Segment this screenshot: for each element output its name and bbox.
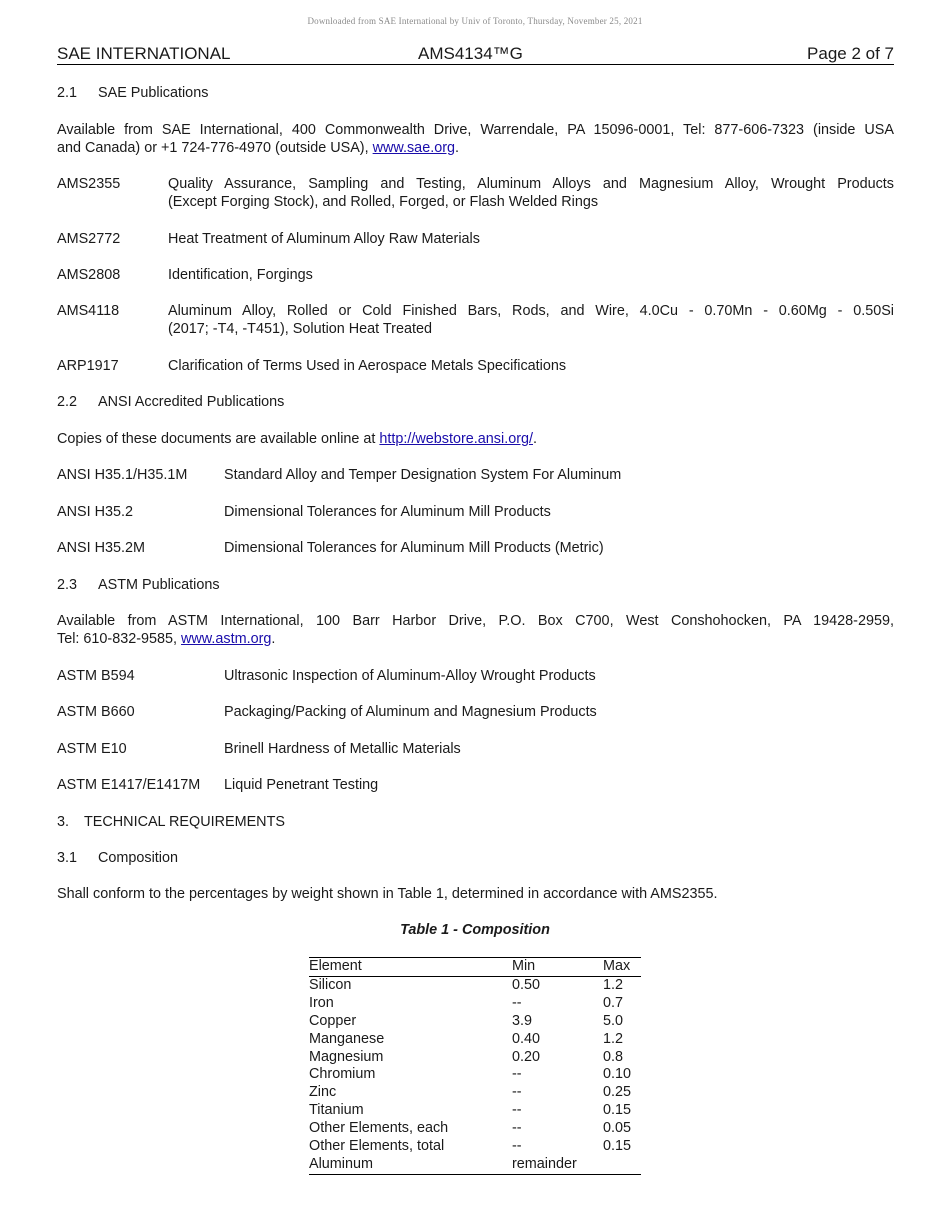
ref-title-line1: Quality Assurance, Sampling and Testing, Aluminum Alloys and Magnesium Alloy, Wrought Products [168, 176, 894, 192]
header-organization: SAE INTERNATIONAL [57, 44, 231, 63]
ansi-availability [57, 430, 537, 448]
max-cell: 0.05 [603, 1120, 632, 1137]
astm-availability-end: . [271, 631, 276, 647]
section-3-title: TECHNICAL REQUIREMENTS [84, 814, 285, 830]
section-3-1-title: Composition [98, 850, 178, 866]
table-row [309, 995, 641, 1013]
max-cell: 0.15 [603, 1102, 632, 1119]
ref-title-line1: Aluminum Alloy, Rolled or Cold Finished Bars, Rods, and Wire, 4.0Cu - 0.70Mn - 0.60Mg - 0.50Si [168, 303, 894, 319]
section-2-1-title: SAE Publications [98, 85, 209, 101]
ansi-availability-end: . [533, 431, 537, 447]
section-2-1-number: 2.1 [57, 85, 78, 101]
element-cell: Magnesium [309, 1048, 384, 1065]
ref-code: ANSI H35.2 [57, 504, 133, 520]
ansi-webstore-link[interactable]: http://webstore.ansi.org/ [379, 431, 533, 447]
min-cell: remainder [512, 1156, 603, 1174]
sae-availability-line2 [57, 139, 894, 157]
ref-title: Ultrasonic Inspection of Aluminum-Alloy Wrought Products [224, 668, 596, 684]
ref-title: Identification, Forgings [168, 267, 313, 283]
element-cell: Zinc [309, 1084, 337, 1101]
min-cell: -- [512, 1066, 522, 1083]
table-1-title: Table 1 - Composition [400, 922, 550, 938]
ref-title: Dimensional Tolerances for Aluminum Mill Products [224, 504, 551, 520]
table-row [309, 1120, 641, 1138]
header-rule [57, 64, 894, 65]
element-cell: Aluminum [309, 1156, 512, 1174]
table-row [309, 1013, 641, 1031]
element-cell: Titanium [309, 1102, 364, 1119]
ref-title-line2: (2017; -T4, -T451), Solution Heat Treated [168, 321, 432, 337]
ref-code: AMS2355 [57, 176, 121, 192]
min-cell: 0.40 [512, 1030, 541, 1047]
table-header-row [309, 958, 641, 977]
section-3-number: 3. [57, 814, 70, 830]
sae-availability-end: . [455, 140, 459, 156]
table-row [309, 1031, 641, 1049]
ref-code: ARP1917 [57, 358, 119, 374]
max-cell: 5.0 [603, 1012, 624, 1029]
ref-code: ANSI H35.2M [57, 540, 145, 556]
max-cell: 0.7 [603, 994, 624, 1011]
min-cell: -- [512, 1084, 522, 1101]
ref-code: AMS4118 [57, 303, 120, 319]
ref-code: ASTM E10 [57, 741, 127, 757]
ref-code: AMS2772 [57, 231, 121, 247]
ref-code: ASTM B594 [57, 668, 135, 684]
min-cell: -- [512, 1120, 522, 1137]
element-cell: Other Elements, each [309, 1120, 449, 1137]
ref-title: Packaging/Packing of Aluminum and Magnesium Products [224, 704, 597, 720]
section-2-3-number: 2.3 [57, 577, 78, 593]
composition-paragraph: Shall conform to the percentages by weight shown in Table 1, determined in accordance with AMS2355. [57, 886, 718, 902]
sae-website-link[interactable]: www.sae.org [372, 140, 455, 156]
ref-title: Brinell Hardness of Metallic Materials [224, 741, 461, 757]
element-cell: Iron [309, 994, 334, 1011]
column-header-min: Min [512, 958, 603, 977]
table-row [309, 976, 641, 994]
table-row [309, 1084, 641, 1102]
min-cell: 3.9 [512, 1012, 533, 1029]
ref-title: Liquid Penetrant Testing [224, 777, 379, 793]
ref-title: Dimensional Tolerances for Aluminum Mill Products (Metric) [224, 540, 604, 556]
ref-title: Standard Alloy and Temper Designation System For Aluminum [224, 467, 622, 483]
ref-title: Heat Treatment of Aluminum Alloy Raw Materials [168, 231, 480, 247]
header-page-number: Page 2 of 7 [807, 44, 894, 63]
max-cell: 0.8 [603, 1048, 624, 1065]
download-watermark: Downloaded from SAE International by Univ of Toronto, Thursday, November 25, 2021 [307, 16, 643, 26]
astm-availability-line2 [57, 630, 275, 648]
column-header-max: Max [603, 958, 641, 977]
max-cell [603, 1156, 641, 1174]
min-cell: 0.50 [512, 976, 541, 993]
element-cell: Copper [309, 1012, 357, 1029]
section-3-1-number: 3.1 [57, 850, 78, 866]
composition-table [309, 957, 641, 1175]
min-cell: 0.20 [512, 1048, 541, 1065]
element-cell: Chromium [309, 1066, 376, 1083]
sae-availability-line1: Available from SAE International, 400 Commonwealth Drive, Warrendale, PA 15096-0001, Tel: 877-606-7323 (inside USA [57, 122, 894, 138]
section-2-2-title: ANSI Accredited Publications [98, 394, 285, 410]
ref-code: ASTM E1417/E1417M [57, 777, 201, 793]
max-cell: 0.10 [603, 1066, 632, 1083]
section-2-3-title: ASTM Publications [98, 577, 220, 593]
table-row [309, 1102, 641, 1120]
astm-availability-text: Tel: 610-832-9585, [57, 631, 182, 647]
min-cell: -- [512, 1102, 522, 1119]
ansi-availability-text: Copies of these documents are available online at [57, 431, 380, 447]
table-row [309, 1049, 641, 1067]
ref-code: ASTM B660 [57, 704, 135, 720]
column-header-element: Element [309, 958, 512, 977]
table-row [309, 1138, 641, 1156]
astm-website-link[interactable]: www.astm.org [181, 631, 272, 647]
max-cell: 0.25 [603, 1084, 632, 1101]
sae-availability-text: and Canada) or +1 724-776-4970 (outside USA), [57, 140, 373, 156]
table-row [309, 1156, 641, 1174]
max-cell: 1.2 [603, 1030, 624, 1047]
element-cell: Silicon [309, 976, 352, 993]
ref-code: AMS2808 [57, 267, 121, 283]
ref-code: ANSI H35.1/H35.1M [57, 467, 188, 483]
header-document-number: AMS4134™G [418, 44, 523, 63]
astm-availability-line1: Available from ASTM International, 100 Barr Harbor Drive, P.O. Box C700, West Conshohocken, PA 19428-2959, [57, 613, 894, 629]
ref-title: Clarification of Terms Used in Aerospace Metals Specifications [168, 358, 567, 374]
ref-title-line2: (Except Forging Stock), and Rolled, Forged, or Flash Welded Rings [168, 194, 599, 210]
max-cell: 0.15 [603, 1138, 632, 1155]
element-cell: Manganese [309, 1030, 385, 1047]
max-cell: 1.2 [603, 976, 624, 993]
min-cell: -- [512, 1138, 522, 1155]
section-2-2-number: 2.2 [57, 394, 78, 410]
element-cell: Other Elements, total [309, 1138, 445, 1155]
table-row [309, 1066, 641, 1084]
min-cell: -- [512, 994, 522, 1011]
